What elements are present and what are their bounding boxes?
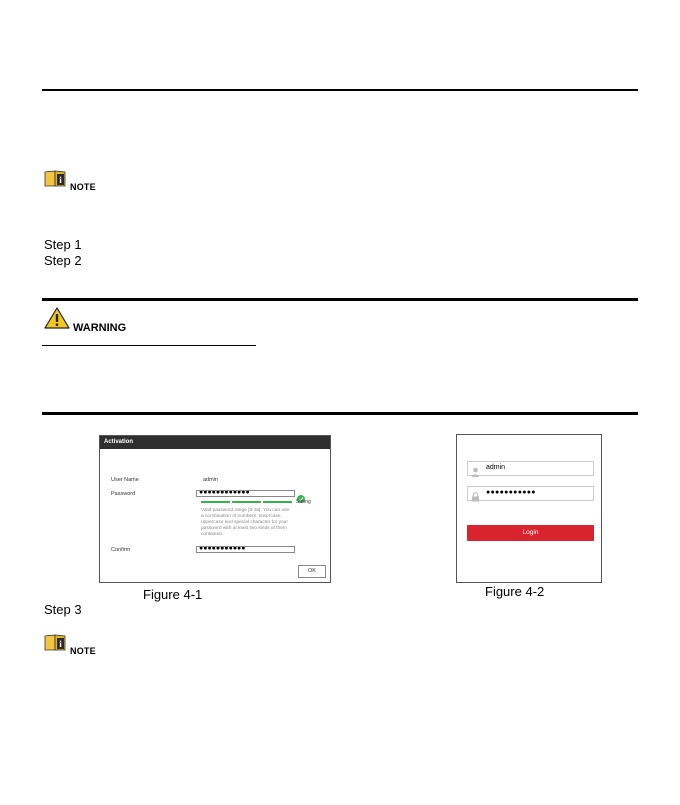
login-panel [456,434,602,583]
figure-4-2-caption: Figure 4-2 [485,584,545,599]
login-password-field[interactable] [467,486,594,501]
ok-button[interactable]: OK [298,565,326,578]
activation-title: Activation [100,436,330,449]
step-1-label: Step 1 [44,237,82,252]
strength-label: Strong [296,499,311,505]
password-label: Password [111,491,136,497]
confirm-input[interactable]: ●●●●●●●●●●● [196,546,295,553]
step-3-label: Step 3 [44,602,82,617]
username-value: admin [203,477,218,483]
warning-underline [42,345,256,346]
svg-text:i: i [59,639,62,649]
svg-text:i: i [59,175,62,185]
warning-label: WARNING [73,322,127,334]
confirm-label: Confirm [111,547,131,553]
strength-bar-3 [263,501,292,503]
activation-dialog [99,435,331,583]
note-label: NOTE [70,646,96,656]
note-block-1 [44,170,96,192]
login-button[interactable]: Login [467,525,594,541]
strength-bar-1 [201,501,230,503]
warning-triangle-icon [44,307,70,334]
lock-icon [471,489,480,498]
note-book-icon [44,170,68,192]
note-label: NOTE [70,182,96,192]
password-hint: Valid password range [8-16]. You can use a combination of numbers, lowercase, uppercase and special character for your password with at least two kinds of them contained. [201,508,290,537]
login-username-field[interactable] [467,461,594,476]
step-2-label: Step 2 [44,253,82,268]
login-username-value: admin [486,464,506,471]
user-icon [471,464,480,473]
warning-block [44,307,126,334]
strength-bar-2 [232,501,261,503]
password-input[interactable]: ●●●●●●●●●●●● [196,490,295,497]
figure-4-1-caption: Figure 4-1 [143,587,203,602]
note-book-icon [44,634,68,656]
warning-divider-bottom [42,412,638,415]
note-block-2 [44,634,96,656]
login-password-value: ●●●●●●●●●●● [486,489,536,496]
username-label: User Name [111,477,139,483]
warning-divider-top [42,298,638,301]
top-divider [42,89,638,91]
